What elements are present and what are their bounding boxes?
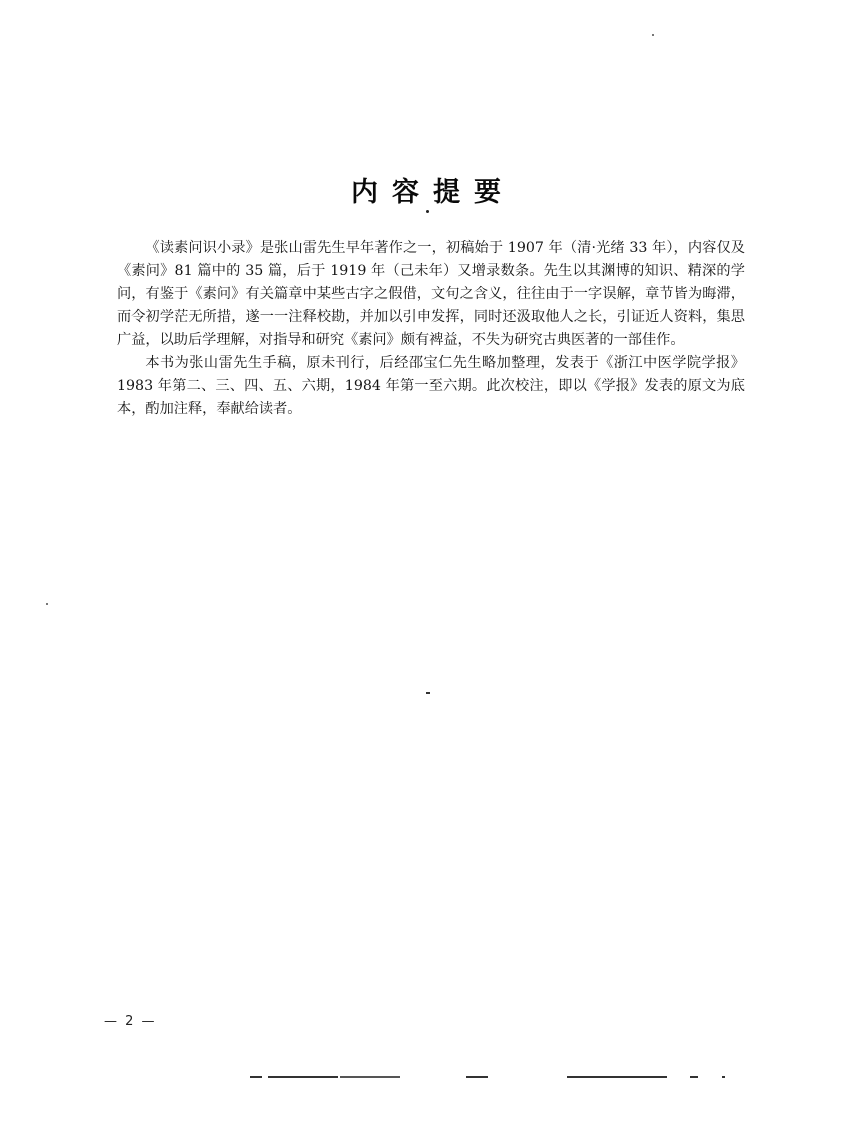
scan-speck bbox=[426, 210, 429, 213]
paragraph-1: 《读素问识小录》是张山雷先生早年著作之一，初稿始于 1907 年（清·光绪 33 年），内容仅及《素问》81 篇中的 35 篇，后于 1919 年（己未年）又增录数条。先生以其渊博的知识、精深的学问，有鉴于《素问》有关篇章中某些古字之假借，文句之含义，往往由于一字误解，章节皆为晦滞，而令初学茫无所措，遂一一注释校勘，并加以引申发挥，同时还汲取他人之长，引证近人资料，集思广益，以助后学理解，对指导和研究《素问》颇有裨益，不失为研究古典医著的一部佳作。 bbox=[117, 240, 745, 348]
scan-edge-lines bbox=[0, 1074, 866, 1080]
scan-speck bbox=[652, 34, 654, 36]
page-title: 内容提要 bbox=[351, 177, 515, 208]
scan-speck bbox=[426, 692, 430, 694]
paragraph-2: 本书为张山雷先生手稿，原未刊行，后经邵宝仁先生略加整理，发表于《浙江中医学院学报》1983 年第二、三、四、五、六期，1984 年第一至六期。此次校注，即以《学报》发表的原文为底本，酌加注释，奉献给读者。 bbox=[117, 355, 745, 417]
scan-speck bbox=[46, 603, 48, 605]
body-text bbox=[117, 237, 745, 421]
page-number: — 2 — bbox=[104, 1014, 157, 1029]
